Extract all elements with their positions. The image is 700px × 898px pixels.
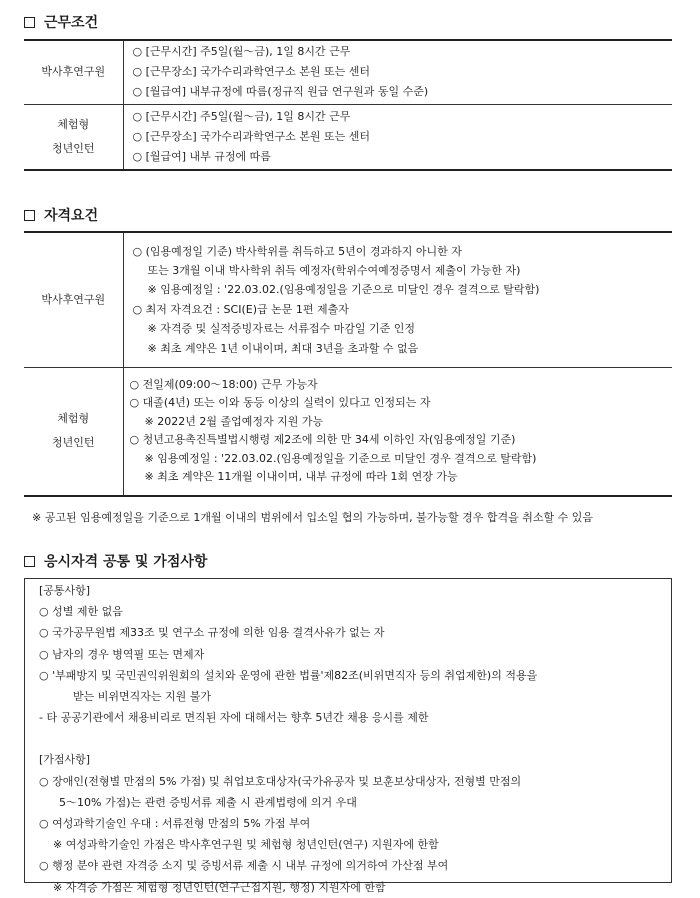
work-conditions-table [24, 39, 672, 171]
list-item: ○ 대졸(4년) 또는 이와 동등 이상의 실력이 있다고 인정되는 자 [129, 396, 431, 410]
row-content [123, 367, 672, 496]
list-item: ○ 전일제(09:00～18:00) 근무 가능자 [129, 378, 318, 392]
common-requirements-box [24, 578, 672, 894]
list-item: ○ 행정 분야 관련 자격증 소지 및 증빙서류 제출 시 내부 규정에 의거하여 가산점 부여 [39, 859, 449, 873]
list-item: 받는 비위면직자는 지원 불가 [73, 690, 212, 704]
list-item: ○ [월급여] 내부규정에 따름(정규직 원급 연구원과 동일 수준) [132, 85, 429, 99]
list-item: ○ 국가공무원법 제33조 및 연구소 규정에 의한 임용 결격사유가 없는 자 [39, 626, 385, 640]
table-row [24, 367, 672, 496]
list-item: [가점사항] [39, 753, 91, 767]
list-item: ※ 자격증 가점은 체험형 청년인턴(연구근접지원, 행정) 지원자에 한함 [53, 880, 386, 894]
section-heading-common-and-bonus [24, 551, 207, 571]
list-item: ○ 장애인(전형별 만점의 5% 가점) 및 취업보호대상자(국가유공자 및 보훈보상대상자, 전형별 만점의 [39, 774, 522, 788]
spacer [25, 728, 671, 749]
row-label: 박사후연구원 [24, 40, 123, 104]
list-item: 또는 3개월 이내 박사학위 취득 예정자(학위수여예정증명서 제출이 가능한 자) [147, 263, 521, 277]
checkbox-square-icon [24, 17, 35, 28]
list-item: ○ [근무장소] 국가수리과학연구소 본원 또는 센터 [132, 129, 371, 143]
list-item: ○ [월급여] 내부 규정에 따름 [132, 149, 271, 163]
list-item: ※ 최초 계약은 1년 이내이며, 최대 3년을 초과할 수 없음 [147, 341, 419, 355]
list-item: ○ [근무시간] 주5일(월～금), 1일 8시간 근무 [132, 45, 351, 59]
row-label: 체험형 청년인턴 [24, 367, 123, 496]
list-item: ※ 2022년 2월 졸업예정자 지원 가능 [144, 414, 324, 428]
list-item: ※ 최초 계약은 11개월 이내이며, 내부 규정에 따라 1회 연장 가능 [144, 470, 458, 484]
list-item: ○ 청년고용촉진특별법시행령 제2조에 의한 만 34세 이하인 자(임용예정일 기준) [129, 433, 516, 447]
footnote: ※ 공고된 임용예정일을 기준으로 1개월 이내의 범위에서 입소일 협의 가능하며, 불가능할 경우 합격을 취소할 수 있음 [32, 511, 593, 524]
list-item: ○ '부패방지 및 국민권익위원회의 설치와 운영에 관한 법률'제82조(비위면직자 등의 취업제한)의 적용을 [39, 668, 538, 682]
list-item: ※ 여성과학기술인 가점은 박사후연구원 및 체험형 청년인턴(연구) 지원자에 한함 [53, 838, 439, 852]
list-item: ○ [근무장소] 국가수리과학연구소 본원 또는 센터 [132, 65, 371, 79]
row-content [123, 104, 672, 170]
list-item: ○ 성별 제한 없음 [39, 605, 123, 619]
list-item: ○ 여성과학기술인 우대 : 서류전형 만점의 5% 가점 부여 [39, 817, 311, 831]
section-heading-qualifications [24, 205, 98, 225]
list-item: ※ 임용예정일 : '22.03.02.(임용예정일을 기준으로 미달인 경우 결격으로 탈락함) [147, 283, 540, 297]
list-item: 5～10% 가점)는 관련 증빙서류 제출 시 관계법령에 의거 우대 [59, 795, 357, 809]
row-content [123, 232, 672, 367]
table-row [24, 40, 672, 104]
list-item: ○ [근무시간] 주5일(월～금), 1일 8시간 근무 [132, 109, 351, 123]
section-title: 근무조건 [44, 15, 99, 31]
list-item: ※ 임용예정일 : '22.03.02.(임용예정일을 기준으로 미달인 경우 결격으로 탈락함) [144, 451, 537, 465]
qualifications-table [24, 231, 672, 497]
row-content [123, 40, 672, 104]
table-row [24, 104, 672, 170]
list-item: ○ 남자의 경우 병역필 또는 면제자 [39, 647, 205, 661]
list-item: [공통사항] [39, 584, 91, 597]
list-item: ○ (임용예정일 기준) 박사학위를 취득하고 5년이 경과하지 아니한 자 [132, 244, 462, 258]
list-item: ※ 자격증 및 실적증빙자료는 서류접수 마감일 기준 인정 [147, 322, 415, 336]
table-row [24, 232, 672, 367]
list-item: ○ 최저 자격요건 : SCI(E)급 논문 1편 제출자 [132, 302, 349, 316]
checkbox-square-icon [24, 556, 35, 567]
list-item: - 타 공공기관에서 채용비리로 면직된 자에 대해서는 향후 5년간 채용 응시를 제한 [39, 711, 429, 725]
section-title: 자격요건 [44, 208, 99, 224]
section-title: 응시자격 공통 및 가점사항 [44, 554, 208, 570]
row-label: 체험형 청년인턴 [24, 104, 123, 170]
checkbox-square-icon [24, 210, 35, 221]
section-heading-work-conditions [24, 12, 98, 32]
row-label: 박사후연구원 [24, 232, 123, 367]
